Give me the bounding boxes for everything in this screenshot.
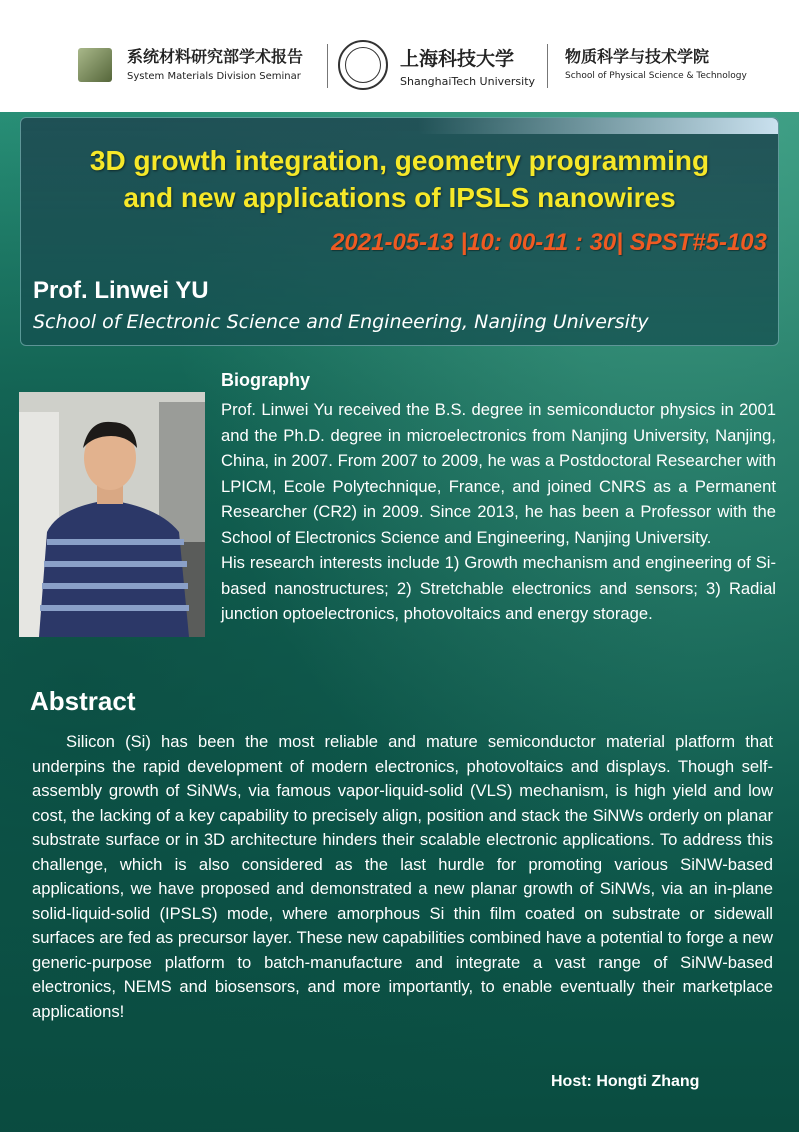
university-cn: 上海科技大学 — [400, 48, 515, 70]
division-logo-icon — [78, 48, 112, 82]
panel-highlight — [418, 118, 778, 134]
talk-title-line1: 3D growth integration, geometry programming — [89, 145, 710, 176]
talk-title — [0, 142, 799, 216]
seminar-label — [127, 44, 303, 82]
biography-paragraph: Prof. Linwei Yu received the B.S. degree in semiconductor physics in 2001 and the Ph.D. degree in microelectronics from Nanjing University, Nanjing, China, in 2007. From 2007 to 2009, he was a Postdoctoral Researcher with LPICM, Ecole Polytechnique, France, and joined CNRS as a Permanent Researcher (CR2) in 2009. Since 2013, he has been a Professor with the School of Electronics Science and Engineering, Nanjing University. — [221, 400, 776, 547]
biography-text — [221, 397, 776, 627]
divider — [327, 44, 328, 88]
abstract-text: Silicon (Si) has been the most reliable and mature semiconductor material platform that underpins the rapid development of modern electronics, photovoltaics and displays. Though self-assembly growth of SiNWs, via famous vapor-liquid-solid (VLS) mechanism, is high yield and low cost, the lacking of a key capability to precisely align, position and stack the SiNWs orderly on planar substrate surface or in 3D architecture hinders their scalable electronic applications. To address this challenge, which is also considered as the last hurdle for promoting various SiNW-based applications, we have proposed and demonstrated a new planar growth of SiNWs, via an in-plane solid-liquid-solid (IPSLS) mode, where amorphous Si thin film coated on substrate or sidewall surfaces are fed as precursor layer. These new capabilities combined have a potential to forge a new generic-purpose platform to batch-manufacture and integrate a vast range of SiNW-based electronics, NEMS and biosensors, and more importantly, to enable eventually their marketplace applications! — [32, 732, 773, 1021]
divider — [547, 44, 548, 88]
header-banner — [0, 0, 799, 112]
school-en: School of Physical Science & Technology — [565, 71, 747, 81]
abstract-heading: Abstract — [30, 686, 136, 716]
university-en: ShanghaiTech University — [400, 75, 536, 88]
biography-paragraph: His research interests include 1) Growth mechanism and engineering of Si-based nanostructures; 2) Stretchable electronics and sensors; 3) Radial junction optoelectronics, photovoltaics and energy storage. — [221, 553, 776, 623]
talk-title-line2: and new applications of IPSLS nanowires — [123, 182, 676, 213]
speaker-photo — [19, 392, 205, 637]
university-seal-icon — [338, 40, 388, 90]
speaker-portrait-icon — [19, 392, 205, 637]
speaker-name: Prof. Linwei YU — [33, 277, 209, 304]
university-label — [400, 44, 535, 88]
host-name: Host: Hongti Zhang — [551, 1073, 700, 1090]
date-time-venue: 2021-05-13 |10: 00-11 : 30| SPST#5-103 — [331, 229, 767, 256]
biography-heading: Biography — [221, 370, 311, 390]
school-cn: 物质科学与技术学院 — [565, 47, 710, 66]
school-label — [565, 44, 747, 81]
seminar-en: System Materials Division Seminar — [127, 71, 301, 82]
speaker-affiliation: School of Electronic Science and Engineering, Nanjing University — [33, 311, 649, 333]
seminar-cn: 系统材料研究部学术报告 — [127, 47, 304, 66]
